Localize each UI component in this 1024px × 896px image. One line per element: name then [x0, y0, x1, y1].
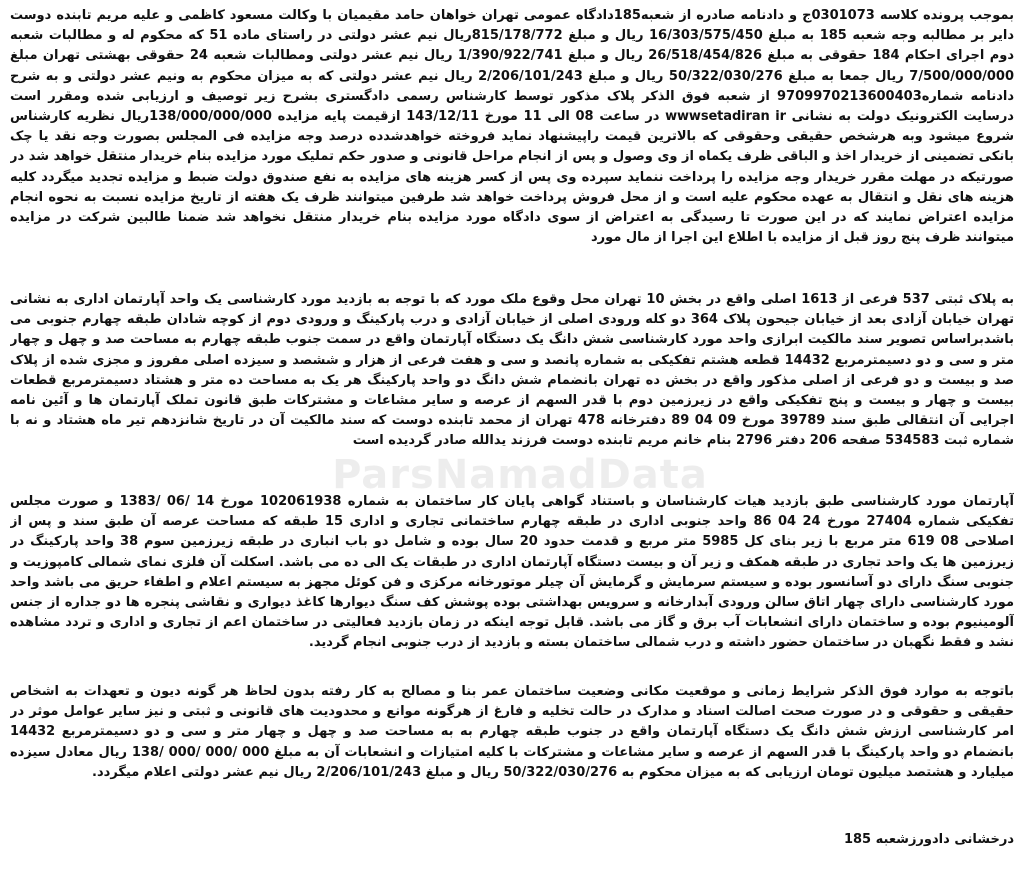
paragraph-valuation: باتوجه به موارد فوق الذکر شرایط زمانی و موقعیت مکانی وضعیت ساختمان عمر بنا و مصالح به کار رفته بدون لحاظ هر گونه دیون و تعهدات به اشخاص حقیقی و حقوقی و در صورت صحت اصالت اسناد و مدارک در حالت تخلیه و فارغ از هرگونه موانع و محدودیت های قانونی و ثبتی و نیز سایر عوامل موثر در امر کارشناسی ارزش شش دانگ یک دستگاه آپارتمان واقع در جنوب طبقه چهارم به به مساحت صد و چهل و چهار متر و سی و دو دسیمترمربع 14432 بانضمام دو واحد پارکینگ با قدر السهم از عرصه و سایر مشاعات و مشترکات با کلیه امتیازات و انشعابات آن به مبلغ 000 /000 /000 /138 ریال معادل سیزده میلیارد و هشتصد میلیون تومان ارزیابی که به میزان محکوم به 50/322/030/276 ریال و مبلغ 2/206/101/243 ریال نیم عشر دولتی اعلام میگردد. [10, 684, 1014, 780]
watermark: ParsNamadData [332, 452, 708, 498]
signature-line: درخشانی دادورزشعبه 185 [843, 832, 1014, 847]
paragraph-property-registration: به پلاک ثبتی 537 فرعی از 1613 اصلی واقع در بخش 10 تهران محل وقوع ملک مورد که با توجه به بازدید مورد کارشناسی یک واحد آپارتمان اداری به نشانی تهران خیابان آزادی بعد از خیابان جیحون پلاک 364 دو کله ورودی اصلی از خیابان آزادی و درب پارکینگ و ورودی دوم از کوچه شادان طبقه چهارم جنوبی می باشدبراساس تصویر سند مالکیت ابرازی واحد مورد کارشناسی شش دانگ یک دستگاه آپارتمان واقع در سمت جنوب طبقه چهارم به مساحت صد و چهل و چهار متر و سی و دو دسیمترمربع 14432 قطعه هشتم تفکیکی به شماره پانصد و سی و هفت فرعی از هزار و ششصد و سیزده اصلی مفروز و مجزی شده از پلاک صد و بیست و دو فرعی از اصلی مذکور واقع در بخش ده تهران بانضمام شش دانگ دو واحد پارکینگ هر یک به مساحت ده متر و هشتاد دسیمترمربع قطعات بیست و چهار و بیست و پنج تفکیکی واقع در زیرزمین دوم با قدر السهم از عرصه و سایر مشاعات و مشترکات طبق قانون تملک آپارتمان ها و آئین نامه اجرایی آن انتقالی طبق سند 39789 مورخ 09 04 89 دفترخانه 478 تهران از محمد تابنده دوست که سند مالکیت آن در تاریخ شانزدهم تیر ماه هشتاد و نه با شماره ثبت 534583 صفحه 206 دفتر 2796 بنام خانم مریم تابنده دوست فرزند یدالله صادر گردیده است [10, 292, 1014, 449]
paragraph-auction-terms: بموجب پرونده کلاسه 0301073ج و دادنامه صادره از شعبه185دادگاه عمومی تهران خواهان حامد مقیمیان با وکالت مسعود کاظمی و علیه مریم تابنده دوست دایر بر مطالبه وجه شعبه 185 به مبلغ 16/303/575/450 ریال و مبلغ 815/178/772ریال نیم عشر دولتی در راستای ماده 51 که محکوم له و مطالبات شعبه دوم اجرای احکام 184 حقوقی به مبلغ 26/518/454/826 ریال و مبلغ 1/390/922/741 ریال نیم عشر دولتی ومطالبات شعبه 24 حقوقی بهشتی تهران مبلغ 7/500/000/000 ریال جمعا به مبلغ 50/322/030/276 ریال و مبلغ 2/206/101/243 ریال نیم عشر دولتی که به میزان محکوم به ونیم عشر دولتی و به شرح دادنامه شماره9709970213600403 از شعبه فوق الذکر پلاک مذکور توسط کارشناس رسمی دادگستری بشرح زیر توصیف و ارزیابی شده ومقرر است درسایت الکترونیک دولت به نشانی wwwsetadiran ir در ساعت 08 الی 11 مورخ 143/12/11 ازقیمت پایه مزایده 138/000/000/000ریال نظریه کارشناس شروع میشود وبه هرشخص حقیقی وحقوقی که بالاترین قیمت راپیشنهاد نماید فروخته خواهدشدده درصد وجه مزایده فی المجلس بصورت وجه نقد یا چک بانکی تضمینی از خریدار اخذ و الباقی ظرف یکماه از وی وصول و پس از انجام مراحل قانونی و صدور حکم تملیک مورد مزایده بنام خریدار منتقل خواهد شد در صورتیکه در مهلت مقرر خریدار وجه مزایده را پرداخت ننماید سپرده وی پس از کسر هزینه های مزایده به نفع صندوق دولت ضبط و مزایده تجدید میگردد کلیه هزینه های نقل و انتقال به عهده محکوم علیه است و از محل فروش پرداخت خواهد شد طرفین میتوانند ظرف یک هفته از تاریخ مزایده نسبت به نحوه انجام مزایده اعتراض نمایند که در این صورت تا رسیدگی به اعتراض از سوی دادگاه مورد مزایده بنام خریدار منتقل نخواهد شد ضمنا طالبین شرکت در مزایده میتوانند ظرف پنج روز قبل از مزایده با اطلاع این اجرا از مال مورد [10, 8, 1014, 246]
paragraph-building-description: آپارتمان مورد کارشناسی طبق بازدید هیات کارشناسان و باستناد گواهی پایان کار ساختمان به شماره 102061938 مورخ 14 /06 /1383 و صورت مجلس تفکیکی شماره 27404 مورخ 24 04 86 واحد جنوبی اداری در طبقه چهارم ساختمانی تجاری و اداری 15 طبقه که مساحت عرصه آن طبق سند و پس از اصلاحی 08 619 متر مربع با زیر بنای کل 5985 متر مربع و قدمت حدود 20 سال بوده و شامل دو باب انباری در طبقه زیرزمین سوم 38 واحد پارکینگ در زیرزمین ها یک واحد تجاری در طبقه همکف و زیر آن و بیست دستگاه آپارتمان اداری در طبقات یک الی ده می باشد. اسکلت آن فلزی نمای شمالی کامپوزیت و جنوبی سنگ دارای دو آسانسور بوده و سیستم سرمایش و گرمایش آن چیلر موتورخانه مرکزی و فن کوئل مجهز به سیستم اعلام و اطفاء حریق می باشد واحد مورد کارشناسی دارای چهار اتاق سالن ورودی آبدارخانه و سرویس بهداشتی بوده پوشش کف سنگ دیوارها کاغذ دیواری و نقاشی پنجره ها دو جداره از جنس آلومینیوم بوده و ساختمان دارای انشعابات آب برق و گاز می باشد. قابل توجه اینکه در زمان بازدید فعالیتی در ساختمان اعم از تجاری و اداری و تردد مشاهده نشد و فقط نگهبان در ساختمان حضور داشته و درب شمالی ساختمان بسته و بازدید از درب جنوبی انجام گردید. [10, 494, 1014, 651]
